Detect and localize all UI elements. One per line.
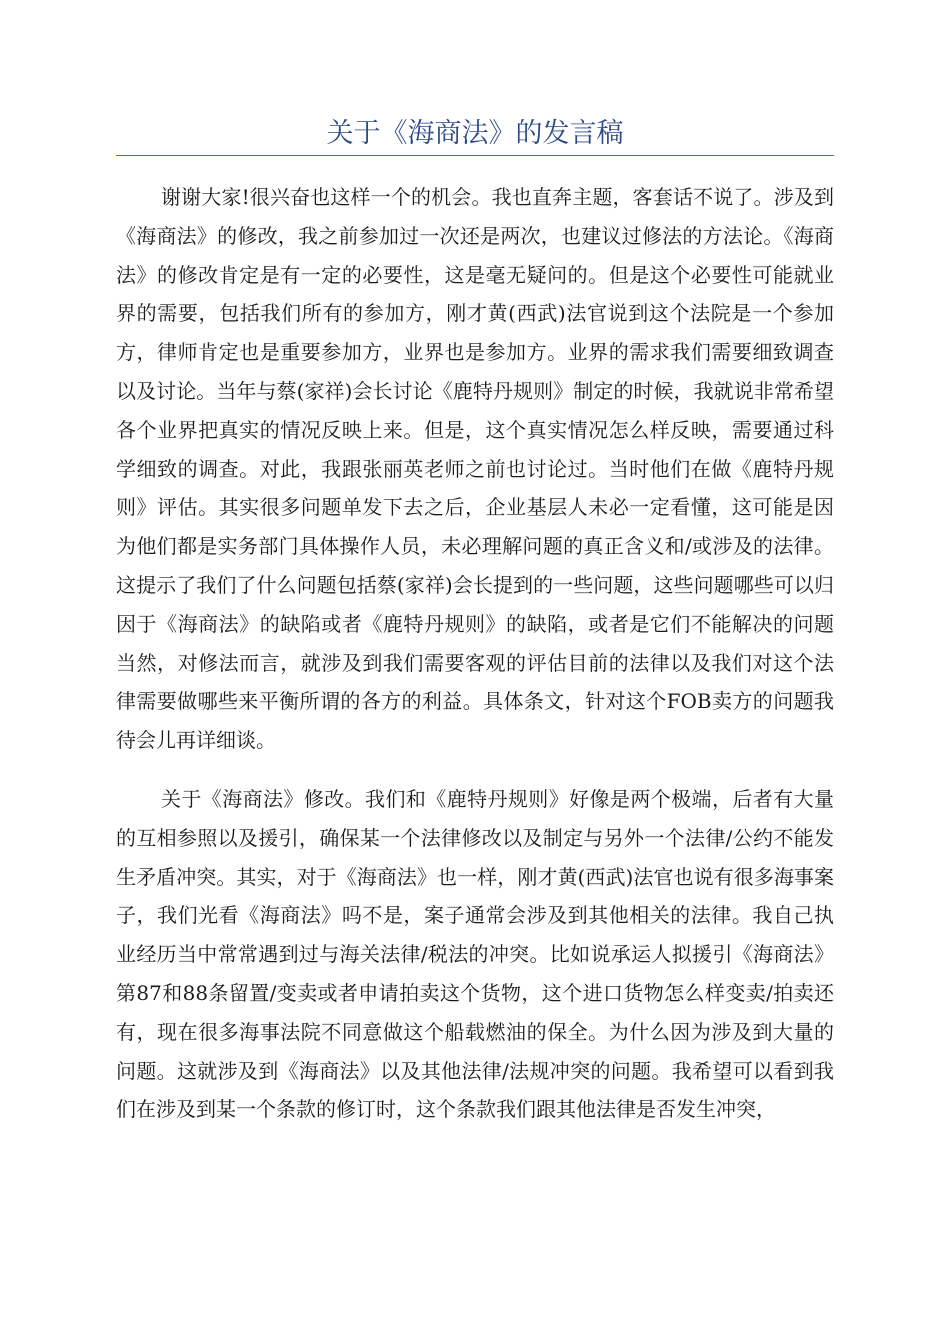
title-underline — [116, 155, 834, 156]
document-title: 关于《海商法》的发言稿 — [326, 118, 624, 149]
paragraph-2: 关于《海商法》修改。我们和《鹿特丹规则》好像是两个极端，后者有大量的互相参照以及援引，确保某一个法律修改以及制定与另外一个法律/公约不能发生矛盾冲突。其实，对于《海商法》也一样，刚才黄(西武)法官也说有很多海事案子，我们光看《海商法》吗不是，案子通常会涉及到其他相关的法律。我自己执业经历当中常常遇到过与海关法律/税法的冲突。比如说承运人拟援引《海商法》第87和88条留置/变卖或者申请拍卖这个货物，这个进口货物怎么样变卖/拍卖还有，现在很多海事法院不同意做这个船载燃油的保全。为什么因为涉及到大量的问题。这就涉及到《海商法》以及其他法律/法规冲突的问题。我希望可以看到我们在涉及到某一个条款的修订时，这个条款我们跟其他法律是否发生冲突， — [116, 786, 834, 1122]
paragraph-1: 谢谢大家!很兴奋也这样一个的机会。我也直奔主题，客套话不说了。涉及到《海商法》的修改，我之前参加过一次还是两次，也建议过修法的方法论。《海商法》的修改肯定是有一定的必要性，这是毫无疑问的。但是这个必要性可能就业界的需要，包括我们所有的参加方，刚才黄(西武)法官说到这个法院是一个参加方，律师肯定也是重要参加方，业界也是参加方。业界的需求我们需要细致调查以及讨论。当年与蔡(家祥)会长讨论《鹿特丹规则》制定的时候，我就说非常希望各个业界把真实的情况反映上来。但是，这个真实情况怎么样反映，需要通过科学细致的调查。对此，我跟张丽英老师之前也讨论过。当时他们在做《鹿特丹规则》评估。其实很多问题单发下去之后，企业基层人未必一定看懂，这可能是因为他们都是实务部门具体操作人员，未必理解问题的真正含义和/或涉及的法律。这提示了我们了什么问题包括蔡(家祥)会长提到的一些问题，这些问题哪些可以归因于《海商法》的缺陷或者《鹿特丹规则》的缺陷，或者是它们不能解决的问题当然，对修法而言，就涉及到我们需要客观的评估目前的法律以及我们对这个法律需要做哪些来平衡所谓的各方的利益。具体条文，针对这个FOB卖方的问题我待会儿再详细谈。 — [116, 185, 834, 753]
document-body — [116, 178, 834, 1149]
